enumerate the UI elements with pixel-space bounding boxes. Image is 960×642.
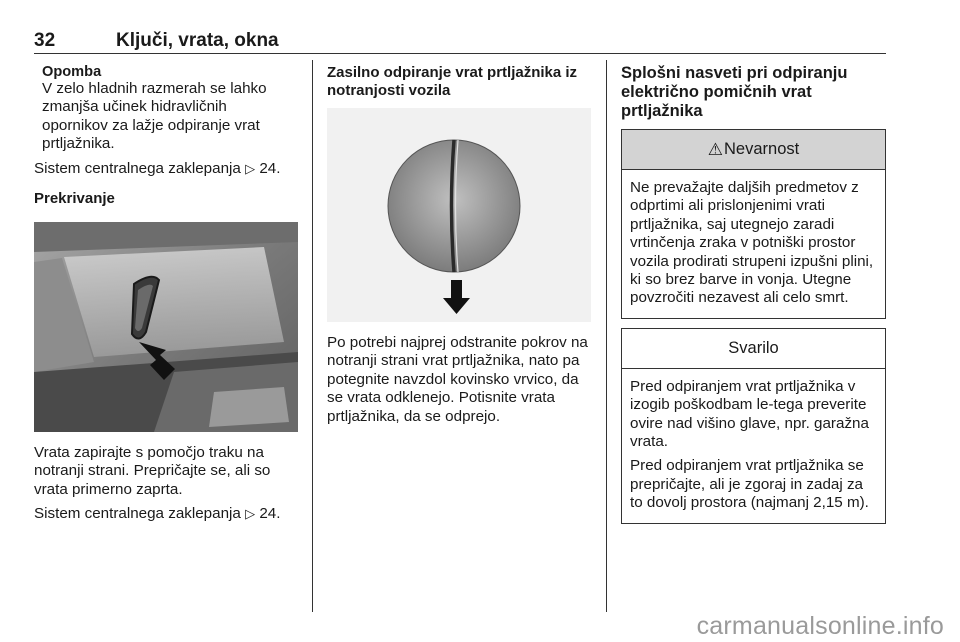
trunk-strap-figure [34,222,298,432]
danger-box [621,129,886,319]
ref-arrow-icon: ▷ [245,506,256,522]
danger-box-header [622,130,885,170]
caution-box [621,328,886,524]
ref-central-locking-2[interactable]: Sistem centralnega zaklepanja ▷ 24. [34,505,281,523]
warning-triangle-icon: ⚠ [707,139,724,159]
watermark: carmanualsonline.info [696,612,944,640]
column-1 [34,64,300,524]
column-2 [327,64,593,426]
trunk-strap-illustration [34,222,298,432]
ref-arrow-icon: ▷ [245,160,256,176]
emergency-release-illustration [327,108,591,322]
danger-box-body [622,170,885,318]
note-block [34,64,300,154]
section-heading-emergency: Zasilno odpiranje vrat prtljažnika iz notranjosti vozila [327,64,578,99]
caution-text-2: Pred odpiranjem vrat prtljažnika se prepričajte, ali je zgoraj in zadaj za to dovolj prostora (najmanj 2,15 m). [630,457,869,512]
caution-title: Svarilo [728,338,779,357]
note-title: Opomba [42,64,102,80]
column-divider-2 [606,60,607,612]
emergency-instructions: Po potrebi najprej odstranite pokrov na notranji strani vrat prtljažnika, nato pa potegnite navzdol kovinsko vrvico, da se vrata odklenejo. Potisnite vrata prtljažnika, da se odprejo. [327,334,588,425]
emergency-release-figure [327,108,591,322]
caution-box-header [622,329,885,369]
caution-text-1: Pred odpiranjem vrat prtljažnika v izogib poškodbam le-tega preverite ovire nad višino glave, npr. garažna vrata. [630,377,869,451]
section-heading-advice: Splošni nasveti pri odpiranju električno pomičnih vrat prtljažnika [621,64,848,120]
column-3 [621,64,886,524]
ref-central-locking-1[interactable]: Sistem centralnega zaklepanja ▷ 24. [34,159,281,177]
caution-box-body [622,369,885,523]
danger-text: Ne prevažajte daljših predmetov z odprtimi ali prislonjenimi vrati prtljažnika, saj utegnejo zaradi vrtinčenja zraka v potniški prostor vozila prodirati strupeni izpušni plini, ki so brez barve in vonja. Utegne povzročiti nezavest ali celo smrt. [630,179,874,307]
note-text: V zelo hladnih razmerah se lahko zmanjša učinek hidravličnih opornikov za lažje odpiranje vrat prtljažnika. [42,80,267,153]
page-header [34,30,886,54]
section-heading-prekrivanje: Prekrivanje [34,190,115,208]
closing-instructions: Vrata zapirajte s pomočjo traku na notranji strani. Prepričajte se, ali so vrata primerno zaprta. [34,444,271,498]
page-number: 32 [34,30,56,51]
danger-title: Nevarnost [724,140,800,158]
page-title: Ključi, vrata, okna [116,30,279,51]
column-divider-1 [312,60,313,612]
